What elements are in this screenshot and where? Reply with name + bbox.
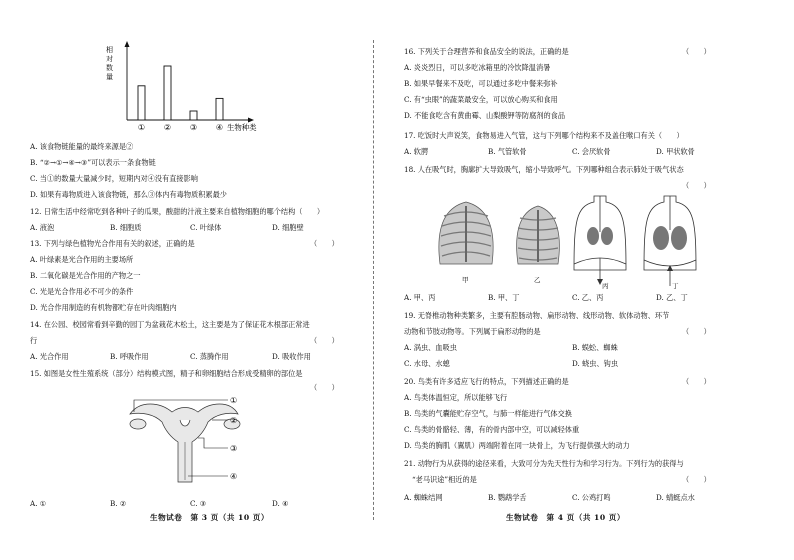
q14-option-c: C. 蒸腾作用 (190, 352, 229, 361)
q18-option-d: D. 乙、丁 (656, 293, 688, 302)
q14-option-a: A. 光合作用 (30, 352, 69, 361)
q17-option-d: D. 甲状软骨 (656, 147, 695, 156)
ribcage-yi (517, 206, 560, 264)
q14-answer-paren: （ ） (310, 336, 339, 345)
q21-option-a: A. 蜘蛛结网 (404, 493, 443, 502)
chart-ylabel-char: 相 (106, 46, 113, 54)
q21-option-c: C. 公鸡打鸣 (572, 493, 611, 502)
left-page-footer: 生物试卷 第 3 页（共 10 页） (150, 513, 269, 522)
q15-option-b: B. ② (110, 499, 127, 508)
q19-option-c: C. 水母、水螅 (404, 359, 450, 368)
figure-label-bing: 丙 (602, 282, 609, 290)
chart-bar (190, 111, 197, 120)
q20-option-a: A. 鸟类体温恒定，所以能够飞行 (404, 393, 508, 402)
bell-jar-bing (574, 196, 626, 285)
x-axis-arrow (248, 118, 254, 123)
q18-option-c: C. 乙、丙 (572, 293, 604, 302)
q20-option-b: B. 鸟类的气囊能贮存空气，与肺一样能进行气体交换 (404, 409, 572, 418)
figure-label-jia: 甲 (462, 276, 469, 284)
q12-option-b: B. 细胞质 (110, 223, 142, 232)
q15-option-a: A. ① (30, 499, 47, 508)
left-page (0, 0, 372, 560)
q13-answer-paren: （ ） (310, 239, 339, 248)
q13-option-d: D. 光合作用制造的有机物都贮存在叶肉细胞内 (30, 303, 177, 312)
q20-answer-paren: （ ） (682, 377, 711, 386)
q21-stem-line2: “老马识途”相近的是 (412, 475, 477, 484)
chart-ylabel-char: 数 (106, 64, 113, 72)
chart-ylabel (106, 45, 113, 81)
page-divider (373, 40, 374, 520)
chart-tick-label: ① (137, 123, 146, 132)
q11-option-a: A. 该食物链能量的最终来源是② (30, 142, 134, 151)
q16-option-d: D. 不能食吃含有黄曲霉、山梨酸钾等防腐剂的食品 (404, 111, 566, 120)
chart-tick-label: ③ (189, 123, 198, 132)
q17-option-c: C. 会厌软骨 (572, 147, 611, 156)
q12-stem: 12. 日常生活中经常吃到各种叶子的瓜果，酸甜的汁液主要来自植物细胞的哪个结构（ ） (30, 207, 325, 216)
q17-option-b: B. 气管软骨 (488, 147, 527, 156)
q16-option-c: C. 有“虫眼”的蔬菜最安全，可以放心购买和食用 (404, 95, 558, 104)
bell-jar-ding (644, 196, 696, 286)
right-page-footer: 生物试卷 第 4 页（共 10 页） (506, 513, 625, 522)
q14-option-b: B. 呼吸作用 (110, 352, 149, 361)
chart-bar (216, 98, 223, 120)
q21-option-b: B. 鹦鹉学舌 (488, 493, 527, 502)
q15-option-c: C. ③ (190, 499, 207, 508)
ribcage-jia (439, 202, 493, 264)
q16-option-a: A. 炎炎烈日，可以多吃冰箱里的冷饮降温消暑 (404, 63, 551, 72)
q19-option-a: A. 涡虫、血吸虫 (404, 343, 457, 352)
q19-option-b: B. 蜈蚣、蜘蛛 (572, 343, 618, 352)
diagram-label-1: ① (230, 396, 238, 405)
q12-option-d: D. 细胞壁 (272, 223, 304, 232)
q15-stem: 15. 如图是女性生殖系统（部分）结构模式图，精子和卵细胞结合形成受精卵的部位是 (30, 369, 303, 378)
q20-option-c: C. 鸟类的骨骼轻、薄，有的骨内部中空，可以减轻体重 (404, 425, 580, 434)
chart-ylabel-char: 对 (106, 55, 113, 63)
q13-stem: 13. 下列与绿色植物光合作用有关的叙述，正确的是 (30, 239, 195, 248)
chart-tick-label: ② (163, 123, 172, 132)
food-chain-bar-chart (100, 40, 300, 140)
q14-stem-line2: 行 (30, 336, 38, 345)
diagram-label-2: ② (230, 416, 238, 425)
respiration-figure (430, 190, 730, 290)
q21-answer-paren: （ ） (682, 475, 711, 484)
chart-xlabel: 生物种类 (227, 123, 257, 132)
q16-answer-paren: （ ） (682, 47, 711, 56)
q14-stem-line1: 14. 在公园、校园常看到辛勤的园丁为盆栽花木松土，这主要是为了保证花木根部正常进 (30, 320, 310, 329)
q19-answer-paren: （ ） (682, 327, 711, 336)
q11-option-d: D. 如果有毒物质进入该食物链，那么③体内有毒物质积累最少 (30, 190, 227, 199)
uterus-structure (130, 404, 240, 482)
y-axis-arrow (125, 41, 130, 47)
q17-option-a: A. 软腭 (404, 147, 429, 156)
q15-answer-paren: （ ） (310, 383, 339, 392)
chart-tick-label: ④ (215, 123, 224, 132)
chart-bar (138, 86, 145, 120)
q21-stem-line1: 21. 动物行为从获得的途径来看，大致可分为先天性行为和学习行为。下列行为的获得与 (404, 459, 684, 468)
q20-option-d: D. 鸟类的胸肌（翼肌）两端附着在同一块骨上，为飞行提供强大的动力 (404, 441, 630, 450)
q13-option-a: A. 叶绿素是光合作用的主要场所 (30, 255, 134, 264)
q18-answer-paren: （ ） (682, 181, 711, 190)
q20-stem: 20. 鸟类有许多适应飞行的特点，下列描述正确的是 (404, 377, 569, 386)
q13-option-c: C. 光是光合作用必不可少的条件 (30, 287, 134, 296)
q19-option-d: D. 蛲虫、钩虫 (572, 359, 619, 368)
q18-option-a: A. 甲、丙 (404, 293, 436, 302)
chart-ylabel-char: 量 (106, 73, 113, 81)
q18-option-b: B. 甲、丁 (488, 293, 520, 302)
q16-option-b: B. 如果早餐来不及吃，可以通过多吃中餐来弥补 (404, 79, 558, 88)
q14-option-d: D. 吸收作用 (272, 352, 311, 361)
diagram-label-3: ③ (230, 444, 238, 453)
female-reproductive-diagram (120, 392, 260, 492)
q18-stem: 18. 人在吸气时，胸廓扩大导致吸气，缩小导致呼气。下列哪种组合表示肺处于吸气状态 (404, 165, 684, 174)
q19-stem-line2: 动物和节肢动物等。下列属于扁形动物的是 (404, 327, 541, 336)
q15-option-d: D. ④ (272, 499, 289, 508)
q11-option-c: C. 当①的数量大量减少时，短期内对④没有直接影响 (30, 174, 198, 183)
chart-bar (164, 66, 171, 120)
q19-stem-line1: 19. 无脊椎动物种类繁多，主要有腔肠动物、扁形动物、线形动物、软体动物、环节 (404, 311, 670, 320)
diagram-label-4: ④ (230, 472, 238, 481)
q17-stem: 17. 吃饭时大声说笑，食物易进入气管，这与下列哪个结构来不及盖住喉口有关（ ） (404, 131, 684, 140)
q12-option-c: C. 叶绿体 (190, 223, 222, 232)
figure-label-yi: 乙 (534, 276, 541, 284)
q11-option-b: B. “②→①→④→③”可以表示一条食物链 (30, 158, 156, 167)
q13-option-b: B. 二氧化碳是光合作用的产物之一 (30, 271, 141, 280)
q16-stem: 16. 下列关于合理营养和食品安全的说法，正确的是 (404, 47, 569, 56)
figure-label-ding: 丁 (672, 282, 679, 290)
q21-option-d: D. 蜻蜓点水 (656, 493, 695, 502)
q12-option-a: A. 液泡 (30, 223, 55, 232)
right-page (378, 0, 794, 560)
